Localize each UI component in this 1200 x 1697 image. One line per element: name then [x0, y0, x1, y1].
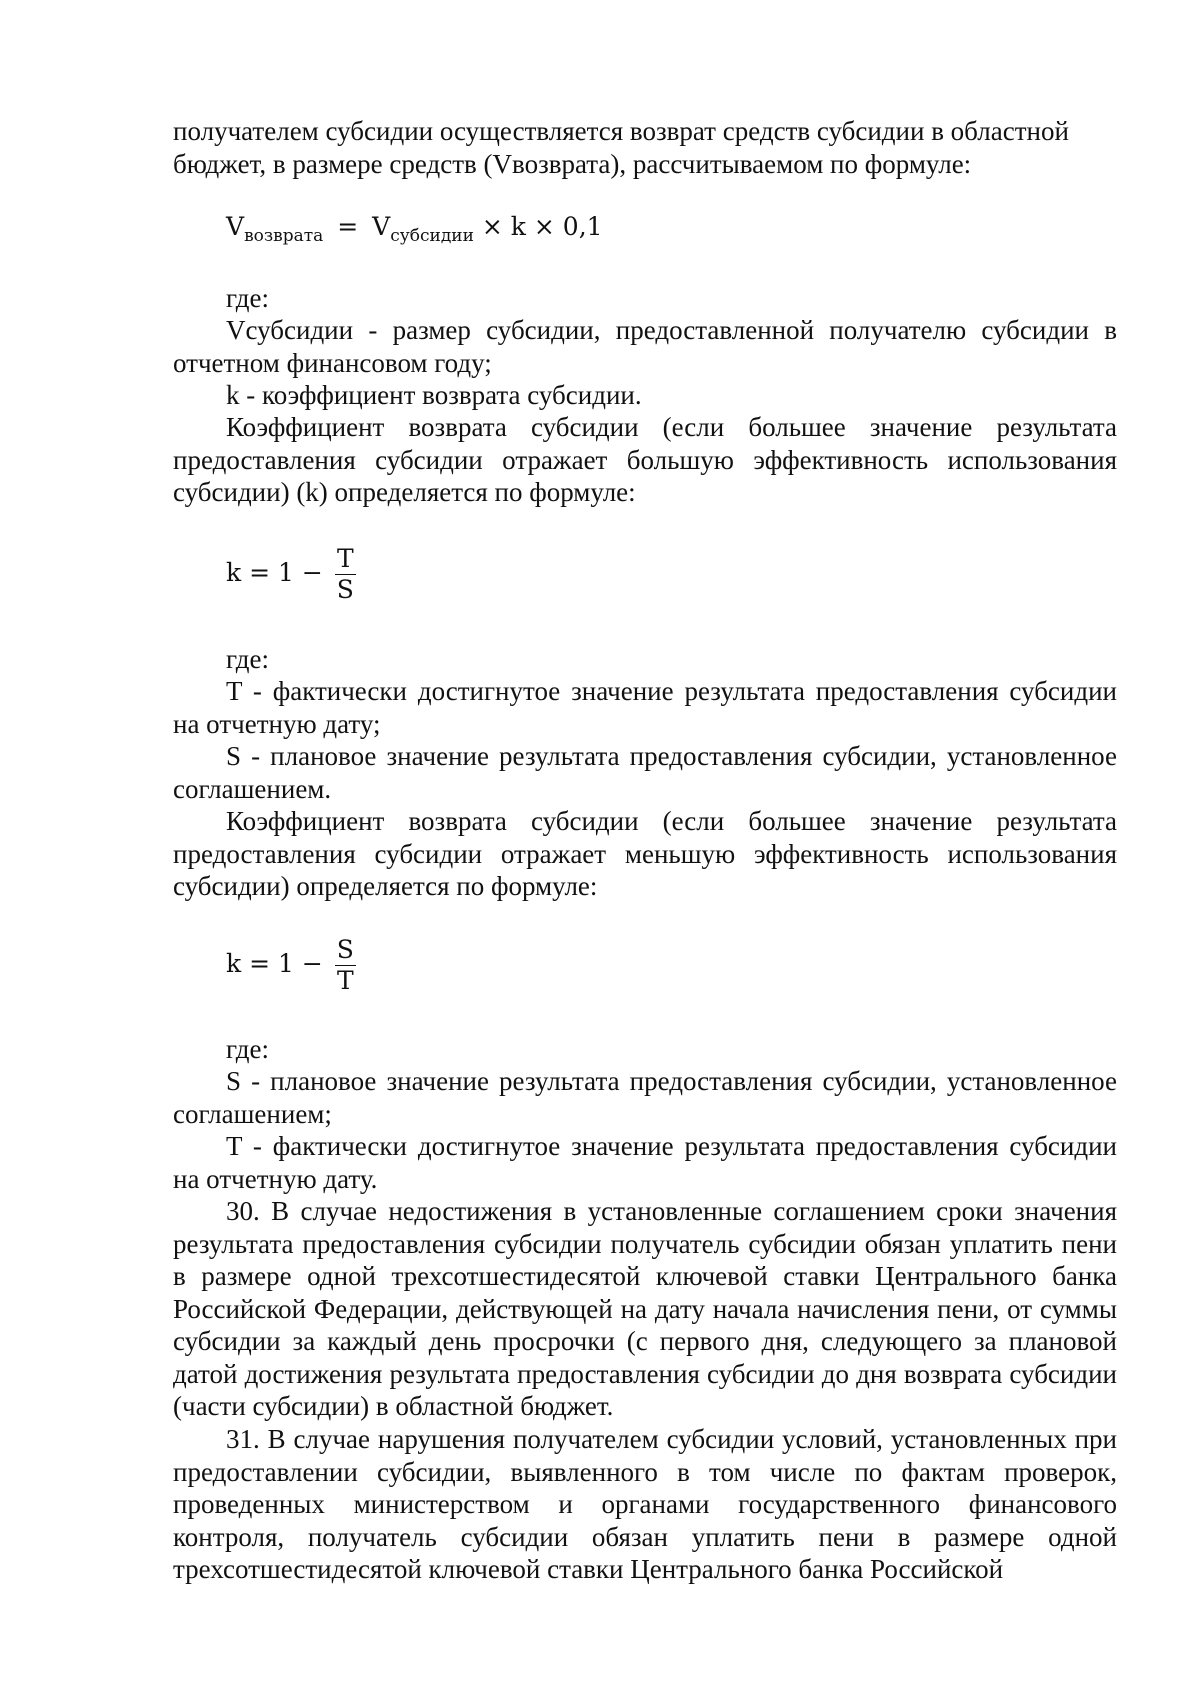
formula-fraction — [335, 544, 356, 605]
formula-k-rhs: = 1 − — [249, 558, 323, 587]
formula-multiplier: × k × 0,1 — [481, 212, 603, 241]
k-definition: k - коэффициент возврата субсидии. — [226, 380, 642, 410]
formula-v-subsidy: V — [372, 212, 391, 241]
formula-k: k — [226, 949, 242, 978]
vsubsidy-definition: Vсубсидии - размер субсидии, предоставленной получателю субсидии в отчетном финансовом году; — [173, 315, 1117, 378]
where-label-1: где: — [226, 283, 269, 313]
s-definition-1: S - плановое значение результата предоставления субсидии, установленное соглашением. — [173, 741, 1117, 804]
intro-line-2: бюджет, в размере средств (Vвозврата), рассчитываемом по формуле: — [173, 149, 972, 179]
formula-k-rhs: = 1 − — [249, 949, 323, 978]
where-label-3: где: — [226, 1034, 269, 1064]
fraction-denominator: T — [336, 966, 354, 995]
intro-line-1: получателем субсидии осуществляется возврат средств субсидии в областной — [173, 116, 1069, 146]
fraction-denominator: S — [336, 575, 354, 604]
paragraph-31: 31. В случае нарушения получателем субсидии условий, установленных при предоставлении субсидии, выявленного в том числе по фактам проверок, проведенных министерством и органами государственного финансового контроля, получатель субсидии обязан уплатить пени в размере одной трехсотшестидесятой ключевой ставки Центрального банка Российской — [173, 1424, 1117, 1584]
formula-v-subsidy-sub: субсидии — [390, 226, 474, 246]
formula-v-return: V — [226, 212, 245, 241]
fraction-numerator: S — [336, 935, 354, 964]
coefficient-intro-1: Коэффициент возврата субсидии (если большее значение результата предоставления субсидии отражает большую эффективность использования субсидии) (k) определяется по формуле: — [173, 412, 1117, 507]
formula-k: k — [226, 558, 242, 587]
coefficient-intro-2: Коэффициент возврата субсидии (если большее значение результата предоставления субсидии отражает меньшую эффективность использования субсидии) определяется по формуле: — [173, 806, 1117, 901]
s-definition-2: S - плановое значение результата предоставления субсидии, установленное соглашением; — [173, 1066, 1117, 1129]
formula-fraction — [335, 935, 356, 996]
formula-equals: = — [337, 212, 359, 241]
paragraph-30: 30. В случае недостижения в установленные соглашением сроки значения результата предоставления субсидии получатель субсидии обязан уплатить пени в размере одной трехсотшестидесятой ключевой ставки Центрального банка Российской Федерации, действующей на дату начала начисления пени, от суммы субсидии за каждый день просрочки (с первого дня, следующего за плановой датой достижения результата предоставления субсидии до дня возврата субсидии (части субсидии) в областной бюджет. — [173, 1196, 1117, 1421]
fraction-numerator: T — [335, 544, 356, 575]
t-definition-2: T - фактически достигнутое значение результата предоставления субсидии на отчетную дату. — [173, 1131, 1117, 1194]
formula-k-direct — [226, 544, 356, 605]
formula-k-inverse — [226, 935, 356, 996]
formula-return-amount — [226, 212, 603, 246]
formula-v-return-sub: возврата — [244, 226, 324, 246]
t-definition-1: T - фактически достигнутое значение результата предоставления субсидии на отчетную дату; — [173, 676, 1117, 739]
where-label-2: где: — [226, 644, 269, 674]
